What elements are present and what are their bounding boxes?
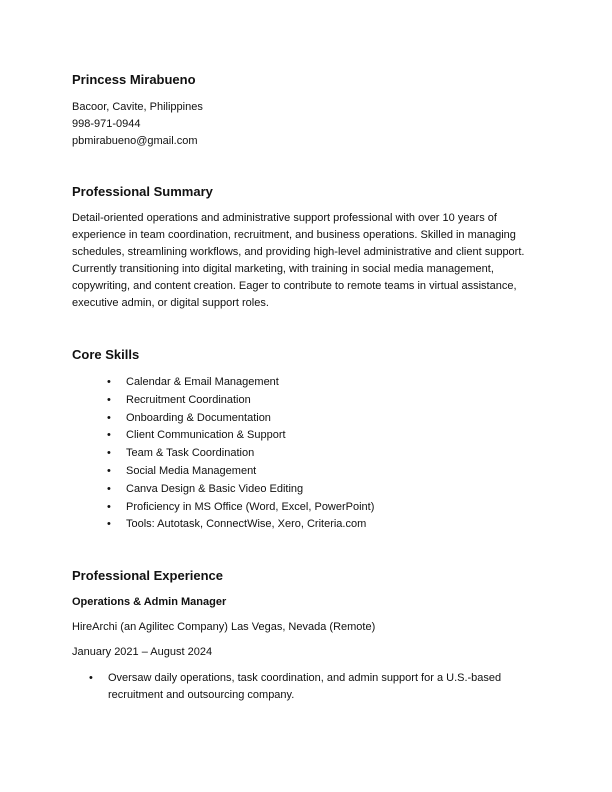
location-text: Bacoor, Cavite, Philippines bbox=[72, 101, 203, 113]
skill-label: Proficiency in MS Office (Word, Excel, PowerPoint) bbox=[126, 500, 375, 513]
bullet-icon: • bbox=[107, 518, 111, 531]
skill-label: Onboarding & Documentation bbox=[126, 411, 271, 424]
candidate-name: Princess Mirabueno bbox=[72, 72, 196, 87]
job-dates: January 2021 – August 2024 bbox=[72, 646, 213, 658]
bullet-icon: • bbox=[107, 500, 111, 513]
duty-item bbox=[72, 670, 542, 704]
bullet-icon: • bbox=[107, 393, 111, 406]
skill-label: Tools: Autotask, ConnectWise, Xero, Criteria.com bbox=[126, 518, 367, 531]
skill-item bbox=[72, 499, 374, 517]
bullet-icon: • bbox=[107, 464, 111, 477]
phone-text: 998-971-0944 bbox=[72, 118, 141, 130]
skill-item bbox=[72, 410, 374, 428]
skill-item bbox=[72, 374, 374, 392]
bullet-icon: • bbox=[89, 672, 93, 684]
skill-label: Canva Design & Basic Video Editing bbox=[126, 482, 304, 495]
skills-heading: Core Skills bbox=[72, 347, 140, 362]
duty-text: Oversaw daily operations, task coordination, and admin support for a U.S.-based recruitment and outsourcing company. bbox=[108, 672, 502, 701]
bullet-icon: • bbox=[107, 482, 111, 495]
experience-heading: Professional Experience bbox=[72, 568, 224, 583]
job-title: Operations & Admin Manager bbox=[72, 596, 227, 608]
bullet-icon: • bbox=[107, 411, 111, 424]
bullet-icon: • bbox=[107, 429, 111, 442]
skill-item bbox=[72, 445, 374, 463]
skill-label: Social Media Management bbox=[126, 464, 257, 477]
summary-text: Detail-oriented operations and administrative support professional with over 10 years of experience in team coordination, recruitment, and business operations. Skilled in managing schedules, streamlining workflows, and providing high-level administrative and client support. Currently transitioning into digital marketing, with training in social media management, copywriting, and content creation. Eager to contribute to remote teams in virtual assistance, executive admin, or digital support roles. bbox=[72, 212, 525, 309]
job-company: HireArchi (an Agilitec Company) Las Vegas, Nevada (Remote) bbox=[72, 621, 376, 633]
skill-item bbox=[72, 427, 374, 445]
skills-list bbox=[72, 374, 374, 534]
skill-item bbox=[72, 481, 374, 499]
skill-item bbox=[72, 516, 374, 534]
skill-label: Calendar & Email Management bbox=[126, 376, 279, 388]
skill-label: Client Communication & Support bbox=[126, 429, 286, 442]
skill-item bbox=[72, 392, 374, 410]
summary-heading: Professional Summary bbox=[72, 184, 213, 199]
skill-label: Recruitment Coordination bbox=[126, 393, 251, 406]
skill-item bbox=[72, 463, 374, 481]
contact-info bbox=[72, 99, 203, 150]
bullet-icon: • bbox=[107, 447, 111, 460]
skill-label: Team & Task Coordination bbox=[126, 447, 255, 460]
job-duties-list bbox=[72, 670, 542, 704]
bullet-icon: • bbox=[107, 376, 111, 388]
email-text: pbmirabueno@gmail.com bbox=[72, 135, 198, 147]
